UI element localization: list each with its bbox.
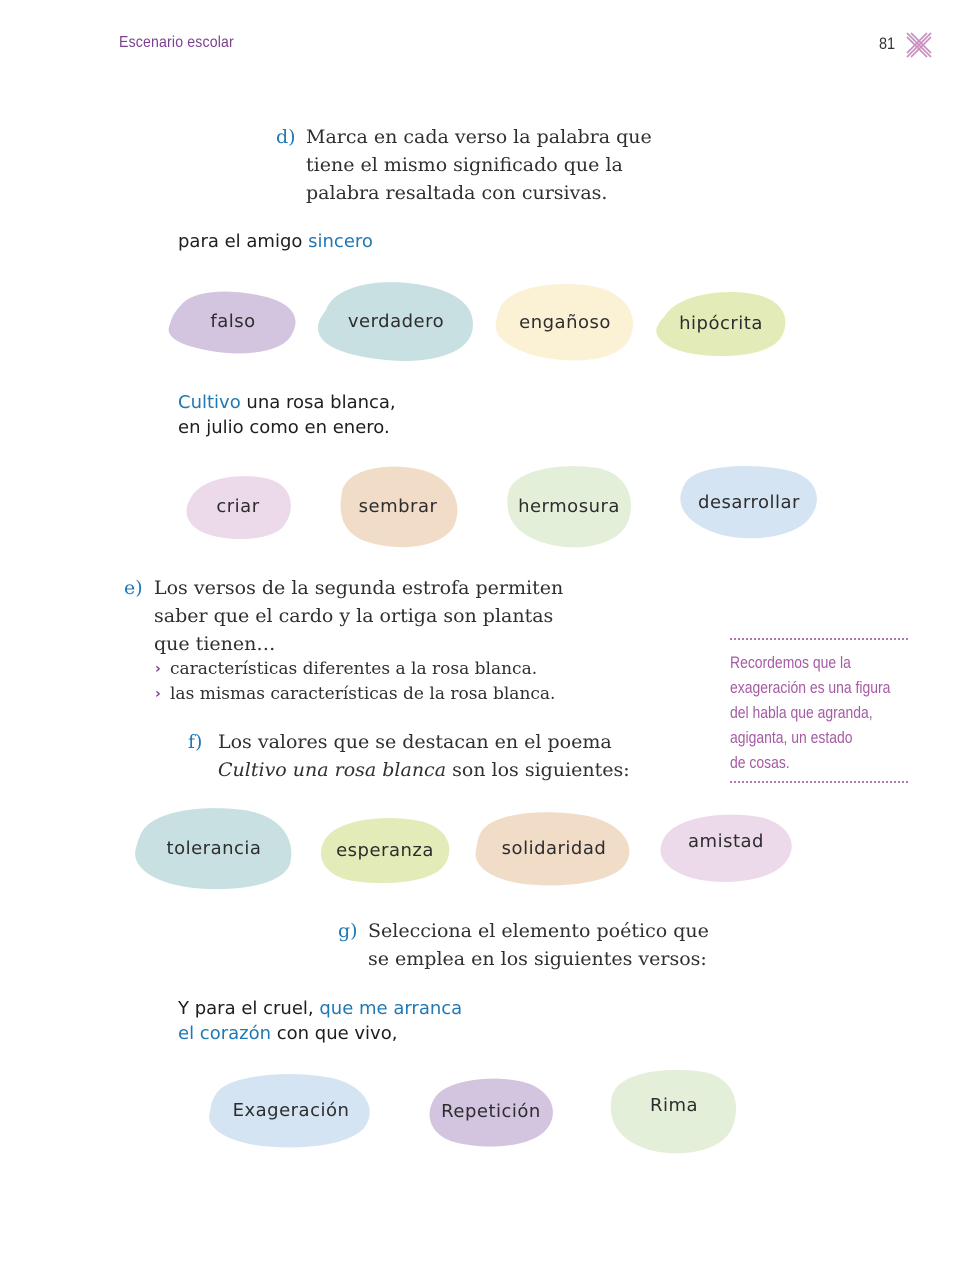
question-f-line-2 (218, 756, 658, 784)
question-d-line: palabra resaltada con cursivas. (306, 182, 608, 204)
option-label: sembrar (358, 495, 438, 517)
question-d-line: Marca en cada verso la palabra que (306, 126, 652, 148)
verse-3-line-1 (178, 996, 462, 1021)
question-g-line: se emplea en los siguientes versos: (368, 948, 707, 970)
question-g-letter: g) (338, 920, 358, 942)
verse-3-text: Y para el cruel, (178, 998, 320, 1019)
option-label: desarrollar (698, 491, 800, 513)
question-f-letter: f) (188, 731, 203, 753)
verse-3-line-2 (178, 1021, 462, 1046)
verse-3 (178, 996, 462, 1046)
note-line: del habla que agranda, (730, 703, 873, 722)
option-label: esperanza (336, 839, 434, 861)
question-e-line: que tienen… (154, 633, 276, 655)
option-mismas-caracteristicas[interactable] (155, 682, 625, 707)
question-d (276, 123, 696, 207)
option-caracteristicas-diferentes[interactable] (155, 657, 625, 682)
option-amistad[interactable] (658, 812, 794, 882)
verse-2-text: una rosa blanca, (240, 392, 396, 413)
question-d-line: tiene el mismo significado que la (306, 154, 623, 176)
option-criar[interactable] (184, 472, 292, 540)
question-g-line: Selecciona el elemento poético que (368, 920, 709, 942)
verse-1 (178, 229, 373, 254)
option-label: amistad (688, 830, 764, 852)
option-label: Rima (649, 1094, 699, 1116)
page-number: 81 (879, 34, 896, 53)
option-tolerancia[interactable] (134, 806, 294, 890)
question-e (124, 574, 594, 658)
option-verdadero[interactable] (316, 280, 476, 362)
verse-3-highlight: el corazón (178, 1023, 272, 1044)
verse-2-line-1 (178, 390, 396, 415)
bullet-icon: › (155, 686, 161, 702)
option-label: falso (210, 310, 256, 332)
option-label: criar (216, 495, 260, 517)
question-g (338, 917, 758, 973)
option-label: hipócrita (679, 312, 763, 334)
option-label: solidaridad (501, 837, 607, 859)
option-label: Repetición (441, 1100, 541, 1122)
side-note (730, 638, 908, 783)
header-section-title: Escenario escolar (119, 34, 234, 51)
verse-1-text: para el amigo (178, 231, 309, 252)
option-label: verdadero (347, 310, 445, 332)
note-line: Recordemos que la (730, 653, 851, 672)
question-f-line-2-text: son los siguientes: (446, 759, 630, 781)
option-desarrollar[interactable] (678, 464, 820, 540)
question-d-letter: d) (276, 126, 296, 148)
option-sembrar[interactable] (336, 464, 460, 548)
note-line: exageración es una figura (730, 678, 891, 697)
question-e-options (155, 657, 625, 707)
note-line: agiganta, un estado (730, 728, 853, 747)
option-repeticion[interactable] (426, 1076, 556, 1146)
note-line: de cosas. (730, 753, 790, 772)
verse-3-text: con que vivo, (271, 1023, 398, 1044)
option-rima[interactable] (608, 1068, 740, 1154)
option-solidaridad[interactable] (474, 810, 634, 886)
option-hipocrita[interactable] (654, 289, 788, 357)
question-e-letter: e) (124, 577, 143, 599)
verse-2-highlight: Cultivo (178, 392, 241, 413)
question-f-line-1: Los valores que se destacan en el poema (218, 731, 612, 753)
option-falso[interactable] (168, 286, 298, 356)
question-e-line: saber que el cardo y la ortiga son plantas (154, 605, 554, 627)
option-esperanza[interactable] (318, 816, 452, 884)
option-label: engañoso (519, 311, 611, 333)
question-e-line: Los versos de la segunda estrofa permiten (154, 577, 564, 599)
verse-2-line-2: en julio como en enero. (178, 417, 390, 438)
decorative-star-icon (904, 30, 934, 60)
verse-2 (178, 390, 396, 440)
verse-3-highlight: que me arranca (319, 998, 463, 1019)
option-hermosura[interactable] (504, 464, 634, 548)
option-exageracion[interactable] (208, 1072, 374, 1148)
option-label: Exageración (232, 1099, 350, 1121)
option-label: hermosura (518, 495, 620, 517)
option-label: características diferentes a la rosa blanca. (170, 659, 538, 679)
bullet-icon: › (155, 661, 161, 677)
option-label: las mismas características de la rosa blanca. (170, 684, 556, 704)
question-f (188, 728, 658, 784)
option-enganoso[interactable] (494, 282, 636, 362)
poem-title: Cultivo una rosa blanca (218, 759, 447, 781)
verse-1-highlight: sincero (308, 231, 373, 252)
option-label: tolerancia (166, 837, 262, 859)
